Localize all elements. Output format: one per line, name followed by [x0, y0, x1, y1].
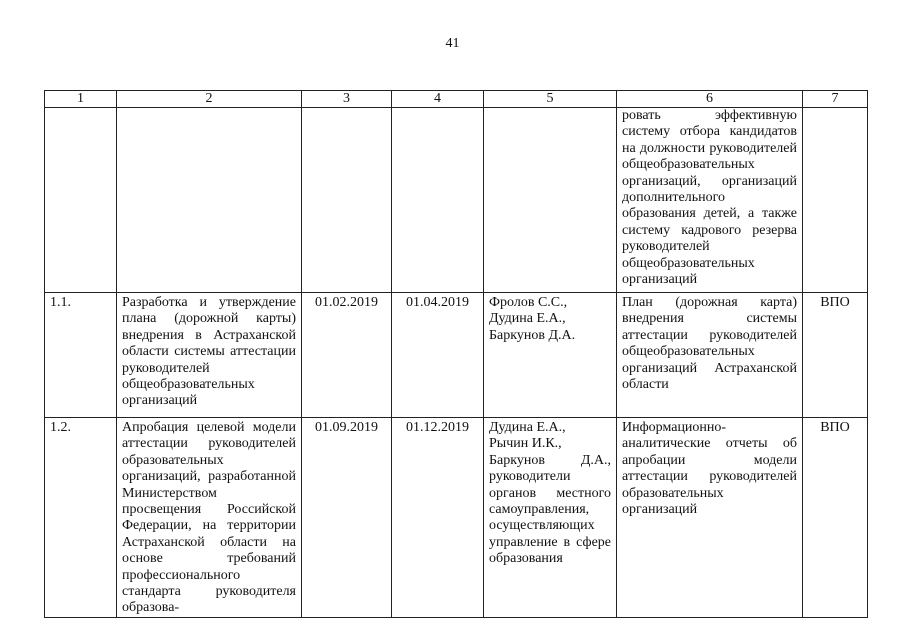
header-col-5: 5: [484, 91, 617, 108]
org-code: ВПО: [803, 293, 868, 418]
end-date: 01.12.2019: [392, 418, 484, 618]
activity-title: Разработка и утверждение плана (дорожной карты) внедрения в Астраханской области системы аттестации руководителей общеобразовательных организаций: [117, 293, 302, 418]
cont-cell-7: [803, 108, 868, 293]
header-row: [45, 91, 868, 108]
header-col-3: 3: [302, 91, 392, 108]
cont-cell-2: [117, 108, 302, 293]
responsible: Фролов С.С., Дудина Е.А., Баркунов Д.А.: [484, 293, 617, 418]
result: Информационно-аналитические отчеты об апробации модели аттестации руководителей образовательных организаций: [617, 418, 803, 618]
page-number: 41: [445, 36, 460, 51]
header-col-6: 6: [617, 91, 803, 108]
header-col-7: 7: [803, 91, 868, 108]
header-col-1: 1: [45, 91, 117, 108]
activity-title: Апробация целевой модели аттестации руководителей образовательных организаций, разработанной Министерством просвещения Российской Федерации, на территории Астраханской области на основе требований профессионального стандарта руководителя образова-: [117, 418, 302, 618]
table-row: [45, 418, 868, 618]
plan-table: [44, 90, 868, 618]
continuation-row: [45, 108, 868, 293]
header-col-4: 4: [392, 91, 484, 108]
org-code: ВПО: [803, 418, 868, 618]
row-number: 1.2.: [45, 418, 117, 618]
start-date: 01.02.2019: [302, 293, 392, 418]
responsible: Дудина Е.А., Рычин И.К., Баркунов Д.А., руководители органов местного самоуправления, осуществляющих управление в сфере образования: [484, 418, 617, 618]
cont-cell-5: [484, 108, 617, 293]
table-row: [45, 293, 868, 418]
result: План (дорожная карта) внедрения системы аттестации руководителей общеобразовательных организаций Астраханской области: [617, 293, 803, 418]
end-date: 01.04.2019: [392, 293, 484, 418]
row-number: 1.1.: [45, 293, 117, 418]
header-col-2: 2: [117, 91, 302, 108]
cont-cell-1: [45, 108, 117, 293]
cont-result-text: ровать эффективную систему отбора кандидатов на должности руководителей общеобразовательных организаций, организаций дополнительного образования детей, а также систему кадрового резерва руководителей общеобразовательных организаций: [617, 108, 803, 293]
start-date: 01.09.2019: [302, 418, 392, 618]
cont-cell-4: [392, 108, 484, 293]
cont-cell-3: [302, 108, 392, 293]
